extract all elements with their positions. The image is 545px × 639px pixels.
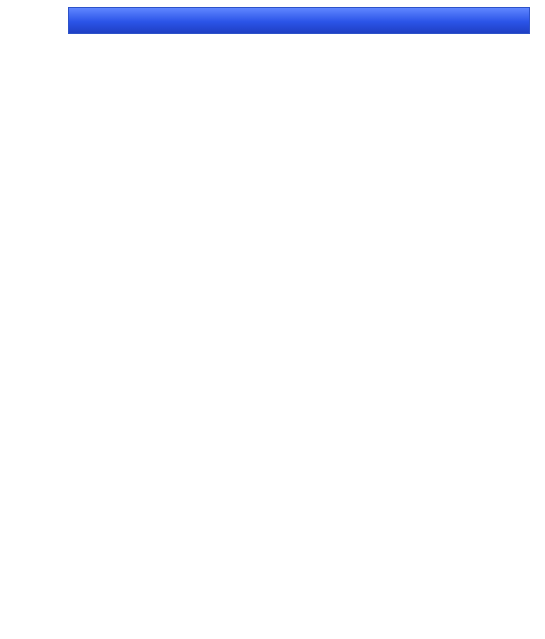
higher-card-header bbox=[68, 7, 530, 34]
